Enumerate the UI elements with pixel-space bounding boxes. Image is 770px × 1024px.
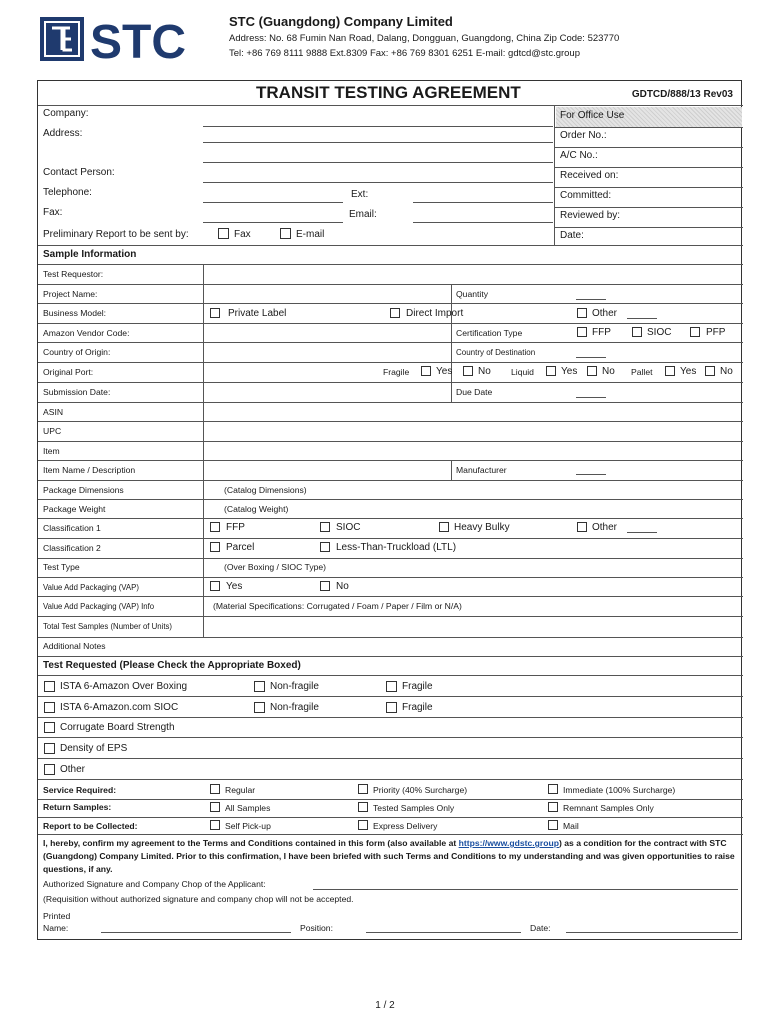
telephone-field[interactable] — [203, 202, 343, 203]
test4-checkbox[interactable] — [44, 743, 55, 754]
pallet-no-text: No — [720, 366, 733, 377]
submission-date-label: Submission Date: — [43, 387, 111, 397]
service-priority-text: Priority (40% Surcharge) — [373, 785, 468, 795]
liquid-label: Liquid — [511, 367, 534, 377]
vap-info-value: (Material Specifications: Corrugated / Foam / Paper / Film or N/A) — [213, 601, 462, 611]
report-pickup-checkbox[interactable] — [210, 820, 220, 830]
tests-heading: Test Requested (Please Check the Appropriate Boxed) — [43, 660, 301, 671]
prelim-email-label: E-mail — [296, 229, 325, 240]
pkg-dim-label: Package Dimensions — [43, 485, 124, 495]
name-label: Name: — [43, 923, 69, 933]
fax-field[interactable] — [203, 222, 343, 223]
return-remnant-text: Remnant Samples Only — [563, 803, 654, 813]
return-label: Return Samples: — [43, 802, 112, 812]
country-dest-label: Country of Destination — [456, 348, 536, 357]
private-label-text: Private Label — [228, 308, 287, 319]
cert-pfp-text: PFP — [706, 327, 726, 338]
return-all-text: All Samples — [225, 803, 271, 813]
fragile-no-text: No — [478, 366, 491, 377]
total-samples-label: Total Test Samples (Number of Units) — [43, 622, 172, 631]
company-field[interactable] — [203, 126, 553, 127]
office-date-label: Date: — [560, 230, 584, 241]
business-model-label: Business Model: — [43, 308, 107, 318]
vap-no-text: No — [336, 581, 349, 592]
page-number: 1 / 2 — [375, 1000, 395, 1011]
project-name-label: Project Name: — [43, 289, 98, 299]
office-use-title: For Office Use — [560, 110, 625, 121]
test-type-value: (Over Boxing / SIOC Type) — [224, 562, 327, 572]
service-regular-text: Regular — [225, 785, 256, 795]
email-label: Email: — [349, 209, 377, 220]
test2-checkbox[interactable] — [44, 702, 55, 713]
date-label: Date: — [530, 923, 551, 933]
date-field[interactable] — [566, 932, 738, 933]
class2-ltl-checkbox[interactable] — [320, 542, 330, 552]
pallet-label: Pallet — [631, 367, 653, 377]
class1-ffp-checkbox[interactable] — [210, 522, 220, 532]
test1-checkbox[interactable] — [44, 681, 55, 692]
cert-type-label: Certification Type — [456, 328, 523, 338]
test1-text: ISTA 6-Amazon Over Boxing — [60, 681, 188, 692]
manufacturer-label: Manufacturer — [456, 465, 507, 475]
received-label: Received on: — [560, 170, 619, 181]
pallet-yes-text: Yes — [680, 366, 697, 377]
name-field[interactable] — [101, 932, 291, 933]
notes-label: Additional Notes — [43, 641, 106, 651]
test2-nonfragile-checkbox[interactable] — [254, 702, 265, 713]
class1-ffp-text: FFP — [226, 522, 245, 533]
fragile-no-checkbox[interactable] — [463, 366, 473, 376]
ext-label: Ext: — [351, 189, 369, 200]
email-field[interactable] — [413, 222, 553, 223]
country-origin-label: Country of Origin: — [43, 347, 111, 357]
class2-parcel-checkbox[interactable] — [210, 542, 220, 552]
test1-nonfragile-checkbox[interactable] — [254, 681, 265, 692]
logo-text: STC — [90, 16, 186, 64]
class1-sioc-checkbox[interactable] — [320, 522, 330, 532]
vap-yes-text: Yes — [226, 581, 243, 592]
contact-person-label: Contact Person: — [43, 167, 115, 178]
class1-sioc-text: SIOC — [336, 522, 361, 533]
cert-ffp-text: FFP — [592, 327, 611, 338]
item-label: Item — [43, 446, 60, 456]
test2-fragile-checkbox[interactable] — [386, 702, 397, 713]
address-field-1[interactable] — [203, 142, 553, 143]
fragile-label: Fragile — [383, 367, 410, 377]
service-regular-checkbox[interactable] — [210, 784, 220, 794]
return-tested-text: Tested Samples Only — [373, 803, 455, 813]
company-address: Address: No. 68 Fumin Nan Road, Dalang, Dongguan, Guangdong, China Zip Code: 523770 — [229, 33, 620, 44]
test3-checkbox[interactable] — [44, 722, 55, 733]
company-contact: Tel: +86 769 8111 9888 Ext.8309 Fax: +86 769 8301 6251 E-mail: gdtcd@stc.group — [229, 48, 581, 59]
prelim-fax-label: Fax — [234, 229, 251, 240]
test2-fragile-text: Fragile — [402, 702, 433, 713]
report-label: Report to be Collected: — [43, 821, 138, 831]
pkg-weight-label: Package Weight — [43, 504, 106, 514]
order-no-label: Order No.: — [560, 130, 607, 141]
return-all-checkbox[interactable] — [210, 802, 220, 812]
terms-link[interactable]: https://www.gdstc.group — [458, 838, 560, 848]
direct-import-checkbox[interactable] — [390, 308, 400, 318]
liquid-no-text: No — [602, 366, 615, 377]
cert-sioc-text: SIOC — [647, 327, 672, 338]
test3-text: Corrugate Board Strength — [60, 722, 175, 733]
pallet-no-checkbox[interactable] — [705, 366, 715, 376]
company-name: STC (Guangdong) Company Limited — [229, 14, 453, 29]
business-other-text: Other — [592, 308, 618, 319]
company-label: Company: — [43, 108, 89, 119]
original-port-label: Original Port: — [43, 367, 94, 377]
catalog-weight-text: (Catalog Weight) — [224, 504, 289, 514]
agreement-paragraph: I, hereby, confirm my agreement to the Terms and Conditions contained in this form (also available at https://www.gdstc.group) as a condition for the contract with STC (Guangdong) Company Limited. Prior to this confirmation, I have been briefed with such Terms and Conditions to my understanding and was given opportunities to raise questions, if any. — [43, 838, 735, 874]
test-requestor-label: Test Requestor: — [43, 269, 104, 279]
service-immediate-text: Immediate (100% Surcharge) — [563, 785, 676, 795]
committed-label: Committed: — [560, 190, 612, 201]
liquid-yes-checkbox[interactable] — [546, 366, 556, 376]
class1-label: Classification 1 — [43, 523, 101, 533]
form-title: TRANSIT TESTING AGREEMENT — [256, 83, 521, 102]
class1-heavy-checkbox[interactable] — [439, 522, 449, 532]
pallet-yes-checkbox[interactable] — [665, 366, 675, 376]
return-remnant-checkbox[interactable] — [548, 802, 558, 812]
item-name-label: Item Name / Description — [43, 465, 136, 475]
agreement-form — [37, 80, 742, 940]
vap-info-label: Value Add Packaging (VAP) Info — [43, 602, 155, 611]
ac-no-label: A/C No.: — [560, 150, 598, 161]
ext-field[interactable] — [413, 202, 553, 203]
business-other-checkbox[interactable] — [577, 308, 587, 318]
fragile-yes-text: Yes — [436, 366, 453, 377]
liquid-yes-text: Yes — [561, 366, 578, 377]
vap-label: Value Add Packaging (VAP) — [43, 583, 139, 592]
service-priority-checkbox[interactable] — [358, 784, 368, 794]
signature-note: (Requisition without authorized signature and company chop will not be accepted. — [43, 894, 354, 904]
asin-label: ASIN — [43, 407, 64, 417]
test1-fragile-text: Fragile — [402, 681, 433, 692]
test-type-label: Test Type — [43, 562, 80, 572]
service-label: Service Required: — [43, 785, 117, 795]
class2-label: Classification 2 — [43, 543, 101, 553]
report-mail-text: Mail — [563, 821, 579, 831]
class1-other-checkbox[interactable] — [577, 522, 587, 532]
position-field[interactable] — [366, 932, 521, 933]
report-express-checkbox[interactable] — [358, 820, 368, 830]
vap-no-checkbox[interactable] — [320, 581, 330, 591]
signature-label: Authorized Signature and Company Chop of the Applicant: — [43, 879, 266, 889]
test1-fragile-checkbox[interactable] — [386, 681, 397, 692]
form-reference: GDTCD/888/13 Rev03 — [631, 89, 733, 100]
report-pickup-text: Self Pick-up — [225, 821, 271, 831]
class1-other-text: Other — [592, 522, 618, 533]
contact-person-field[interactable] — [203, 182, 553, 183]
private-label-checkbox[interactable] — [210, 308, 220, 318]
upc-label: UPC — [43, 426, 62, 436]
address-label: Address: — [43, 128, 83, 139]
reviewed-label: Reviewed by: — [560, 210, 621, 221]
class2-ltl-text: Less-Than-Truckload (LTL) — [336, 542, 457, 553]
test5-text: Other — [60, 764, 86, 775]
stc-logo — [40, 14, 220, 64]
test5-checkbox[interactable] — [44, 764, 55, 775]
test1-nonfragile-text: Non-fragile — [270, 681, 319, 692]
class1-heavy-text: Heavy Bulky — [454, 522, 510, 533]
prelim-fax-checkbox[interactable] — [218, 228, 229, 239]
letterhead — [0, 0, 770, 80]
due-date-label: Due Date — [456, 387, 493, 397]
prelim-label: Preliminary Report to be sent by: — [43, 229, 189, 240]
catalog-dim-text: (Catalog Dimensions) — [224, 485, 307, 495]
sample-heading: Sample Information — [43, 249, 137, 260]
class2-parcel-text: Parcel — [226, 542, 255, 553]
fragile-yes-checkbox[interactable] — [421, 366, 431, 376]
cert-ffp-checkbox[interactable] — [577, 327, 587, 337]
test4-text: Density of EPS — [60, 743, 128, 754]
report-express-text: Express Delivery — [373, 821, 438, 831]
liquid-no-checkbox[interactable] — [587, 366, 597, 376]
report-mail-checkbox[interactable] — [548, 820, 558, 830]
test2-nonfragile-text: Non-fragile — [270, 702, 319, 713]
vendor-code-label: Amazon Vendor Code: — [43, 328, 130, 338]
cert-sioc-checkbox[interactable] — [632, 327, 642, 337]
signature-field[interactable] — [313, 889, 738, 890]
test2-text: ISTA 6-Amazon.com SIOC — [60, 702, 179, 713]
cert-pfp-checkbox[interactable] — [690, 327, 700, 337]
fax-label: Fax: — [43, 207, 63, 218]
telephone-label: Telephone: — [43, 187, 92, 198]
vap-yes-checkbox[interactable] — [210, 581, 220, 591]
position-label: Position: — [300, 923, 333, 933]
printed-label: Printed — [43, 911, 71, 921]
address-field-2[interactable] — [203, 162, 553, 163]
service-immediate-checkbox[interactable] — [548, 784, 558, 794]
return-tested-checkbox[interactable] — [358, 802, 368, 812]
direct-import-text: Direct Import — [406, 308, 464, 319]
prelim-email-checkbox[interactable] — [280, 228, 291, 239]
quantity-label: Quantity — [456, 289, 489, 299]
